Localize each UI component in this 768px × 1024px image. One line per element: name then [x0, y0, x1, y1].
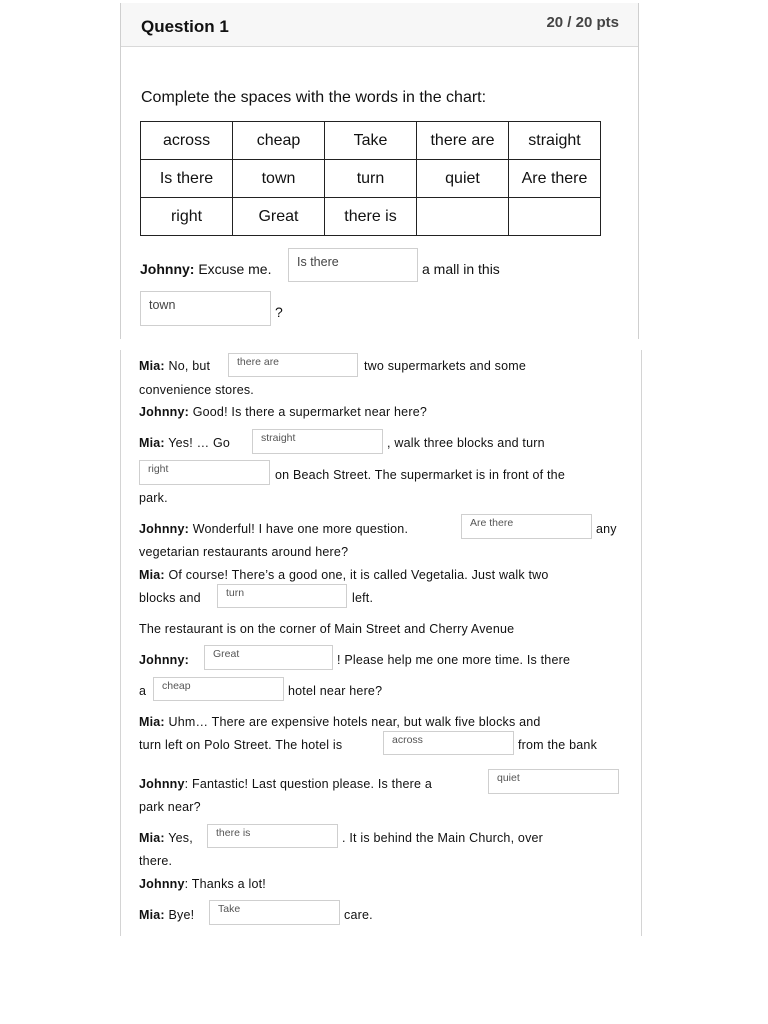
answer-input[interactable]: straight: [252, 429, 383, 454]
dialogue-text: The restaurant is on the corner of Main Street and Cherry Avenue: [139, 622, 515, 636]
dialogue-line: [139, 908, 194, 922]
speaker-label: Johnny:: [139, 405, 190, 419]
dialogue-text: left.: [352, 591, 374, 605]
points-score: 20 / 20 pts: [546, 14, 619, 31]
word-chart-row: [141, 160, 601, 198]
speaker-label: Mia:: [139, 908, 165, 922]
word-chart-row: [141, 122, 601, 160]
word-cell: there are: [417, 122, 509, 160]
word-cell: Great: [233, 198, 325, 236]
dialogue-line: [139, 715, 541, 729]
dialogue-line: [139, 568, 549, 582]
answer-input[interactable]: there are: [228, 353, 358, 377]
word-cell: cheap: [233, 122, 325, 160]
speaker-label: Johnny: [139, 877, 185, 891]
answer-input[interactable]: quiet: [488, 769, 619, 794]
dialogue-text: . It is behind the Main Church, over: [342, 831, 544, 845]
dialogue-text: No, but: [164, 359, 211, 373]
dialogue-line: [139, 653, 189, 667]
dialogue-text: convenience stores.: [139, 383, 254, 397]
dialogue-text: Wonderful! I have one more question.: [189, 522, 409, 536]
dialogue-text: care.: [344, 908, 373, 922]
dialogue-text: hotel near here?: [288, 684, 383, 698]
dialogue-text: Yes! … Go: [164, 436, 231, 450]
dialogue-text: any: [596, 522, 617, 536]
dialogue-text: : Fantastic! Last question please. Is there a: [184, 777, 432, 791]
dialogue-text: a mall in this: [422, 261, 500, 277]
dialogue-text: park.: [139, 491, 168, 505]
word-cell: town: [233, 160, 325, 198]
word-cell: quiet: [417, 160, 509, 198]
divider: [120, 350, 121, 936]
question-title: Question 1: [141, 17, 229, 36]
speaker-label: Johnny:: [139, 653, 190, 667]
word-cell: turn: [325, 160, 417, 198]
answer-input[interactable]: across: [383, 731, 514, 755]
dialogue-text: on Beach Street. The supermarket is in front of the: [275, 468, 565, 482]
word-cell: right: [141, 198, 233, 236]
dialogue-line: [139, 777, 432, 791]
dialogue-text: turn left on Polo Street. The hotel is: [139, 738, 343, 752]
dialogue-text: Excuse me.: [194, 261, 272, 277]
instruction-text: Complete the spaces with the words in the chart:: [141, 89, 487, 106]
answer-input[interactable]: cheap: [153, 677, 284, 701]
dialogue-line: [139, 831, 193, 845]
word-cell: Are there: [509, 160, 601, 198]
speaker-label: Johnny: [139, 777, 185, 791]
speaker-label: Mia:: [139, 436, 165, 450]
dialogue-line: [140, 261, 271, 277]
speaker-label: Mia:: [139, 715, 165, 729]
dialogue-text: Yes,: [164, 831, 193, 845]
dialogue-text: park near?: [139, 800, 201, 814]
word-cell: there is: [325, 198, 417, 236]
answer-input[interactable]: there is: [207, 824, 338, 848]
dialogue-line: [139, 405, 427, 419]
speaker-label: Mia:: [139, 568, 165, 582]
dialogue-text: ! Please help me one more time. Is there: [337, 653, 571, 667]
speaker-label: Johnny:: [140, 261, 195, 277]
dialogue-text: Bye!: [164, 908, 195, 922]
dialogue-text: : Thanks a lot!: [184, 877, 266, 891]
dialogue-text: from the bank: [518, 738, 598, 752]
word-cell: [417, 198, 509, 236]
dialogue-line: [139, 359, 210, 373]
dialogue-text: a: [139, 684, 147, 698]
word-cell: across: [141, 122, 233, 160]
speaker-label: Johnny:: [139, 522, 190, 536]
divider: [641, 350, 642, 936]
dialogue-line: [139, 522, 408, 536]
dialogue-line: [139, 877, 266, 891]
dialogue-text: blocks and: [139, 591, 201, 605]
dialogue-line: [139, 436, 230, 450]
dialogue-text: Good! Is there a supermarket near here?: [189, 405, 428, 419]
speaker-label: Mia:: [139, 831, 165, 845]
dialogue-text: Uhm… There are expensive hotels near, but walk five blocks and: [164, 715, 541, 729]
speaker-label: Mia:: [139, 359, 165, 373]
question-header: [121, 3, 638, 47]
question-card: [120, 3, 639, 339]
answer-input[interactable]: Great: [204, 645, 333, 670]
answer-input[interactable]: right: [139, 460, 270, 485]
dialogue-text: ?: [275, 304, 283, 320]
dialogue-text: there.: [139, 854, 173, 868]
dialogue-text: Of course! There’s a good one, it is called Vegetalia. Just walk two: [164, 568, 549, 582]
word-cell: [509, 198, 601, 236]
word-cell: Is there: [141, 160, 233, 198]
answer-input[interactable]: Are there: [461, 514, 592, 539]
word-chart: [140, 121, 601, 236]
word-cell: Take: [325, 122, 417, 160]
dialogue-text: vegetarian restaurants around here?: [139, 545, 349, 559]
answer-input[interactable]: town: [140, 291, 271, 326]
dialogue-text: two supermarkets and some: [364, 359, 527, 373]
answer-input[interactable]: Is there: [288, 248, 418, 282]
word-cell: straight: [509, 122, 601, 160]
answer-input[interactable]: Take: [209, 900, 340, 925]
dialogue-text: , walk three blocks and turn: [387, 436, 545, 450]
word-chart-row: [141, 198, 601, 236]
answer-input[interactable]: turn: [217, 584, 347, 608]
